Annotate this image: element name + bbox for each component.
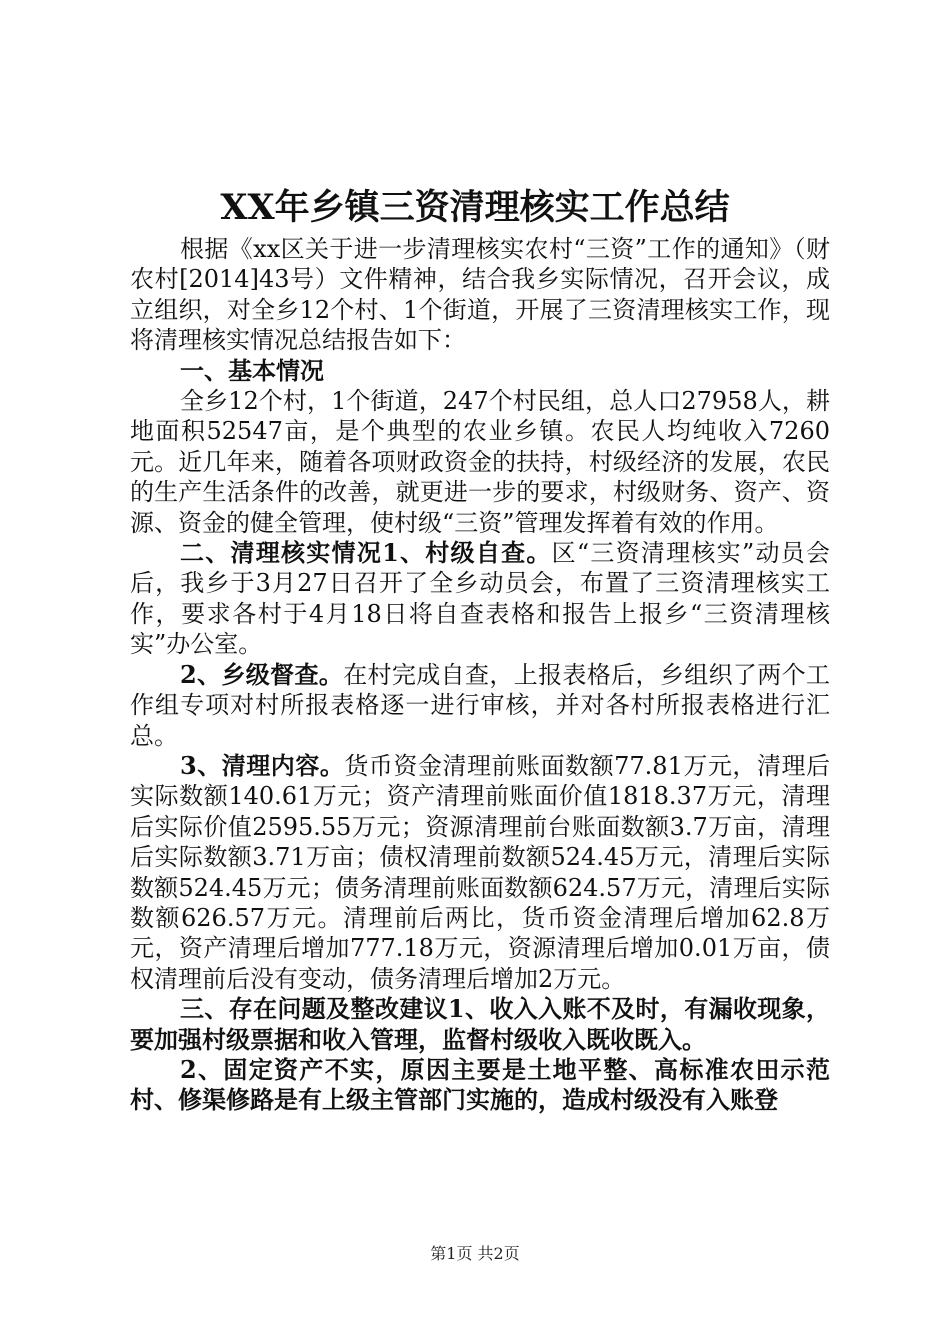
verification-heading: 二、清理核实情况1、村级自查。 <box>180 538 552 568</box>
page-footer: 第1页 共2页 <box>430 1244 520 1263</box>
content-heading: 3、清理内容。 <box>180 750 345 780</box>
basic-info-paragraph: 全乡12个村，1个街道，247个村民组，总人口27958人，耕地面积52547亩，是个典型的农业乡镇。农民人均纯收入7260元。近几年来，随着各项财政资金的扶持，村级经济的发展，农民的生产生活条件的改善，就更进一步的要求，村级财务、资产、资源、资金的健全管理，使村级“三资”管理发挥着有效的作用。 <box>130 387 830 537</box>
section-heading-basic: 一、基本情况 <box>180 355 324 385</box>
verification-text: 区“三资清理核实”动员会后，我乡于3月27日召开了全乡动员会，布置了三资清理核实工作，要求各村于4月18日将自查表格和报告上报乡“三资清理核实”办公室。 <box>130 539 830 659</box>
supervision-paragraph <box>130 660 830 751</box>
supervision-text: 在村完成自查，上报表格后，乡组织了两个工作组专项对村所报表格逐一进行审核，并对各村所报表格进行汇总。 <box>130 660 830 750</box>
content-text: 货币资金清理前账面数额77.81万元，清理后实际数额140.61万元；资产清理前账面价值1818.37万元，清理后实际价值2595.55万元；资源清理前台账面数额3.7万亩，清理后实际数额3.71万亩；债权清理前数额524.45万元，清理后实际数额524.45万元；债务清理前账面数额624.57万元，清理后实际数额626.57万元。清理前后两比，货币资金清理后增加62.8万元，资产清理后增加777.18万元，资源清理后增加0.01万亩，债权清理前后没有变动，债务清理后增加2万元。 <box>130 751 830 993</box>
problems-paragraph: 三、存在问题及整改建议1、收入入账不及时，有漏收现象，要加强村级票据和收入管理，监督村级收入既收既入。 <box>130 994 830 1054</box>
verification-paragraph <box>130 538 830 660</box>
fixed-assets-paragraph: 2、固定资产不实，原因主要是土地平整、高标准农田示范村、修渠修路是有上级主管部门实施的，造成村级没有入账登 <box>130 1054 830 1115</box>
content-paragraph <box>130 751 830 994</box>
document-title: XX年乡镇三资清理核实工作总结 <box>220 187 730 228</box>
supervision-heading: 2、乡级督查。 <box>180 659 344 689</box>
document-body <box>130 234 830 1116</box>
intro-paragraph: 根据《xx区关于进一步清理核实农村“三资”工作的通知》（财农村[2014]43号）文件精神，结合我乡实际情况，召开会议，成立组织，对全乡12个村、1个街道，开展了三资清理核实工作，现将清理核实情况总结报告如下： <box>130 235 830 355</box>
